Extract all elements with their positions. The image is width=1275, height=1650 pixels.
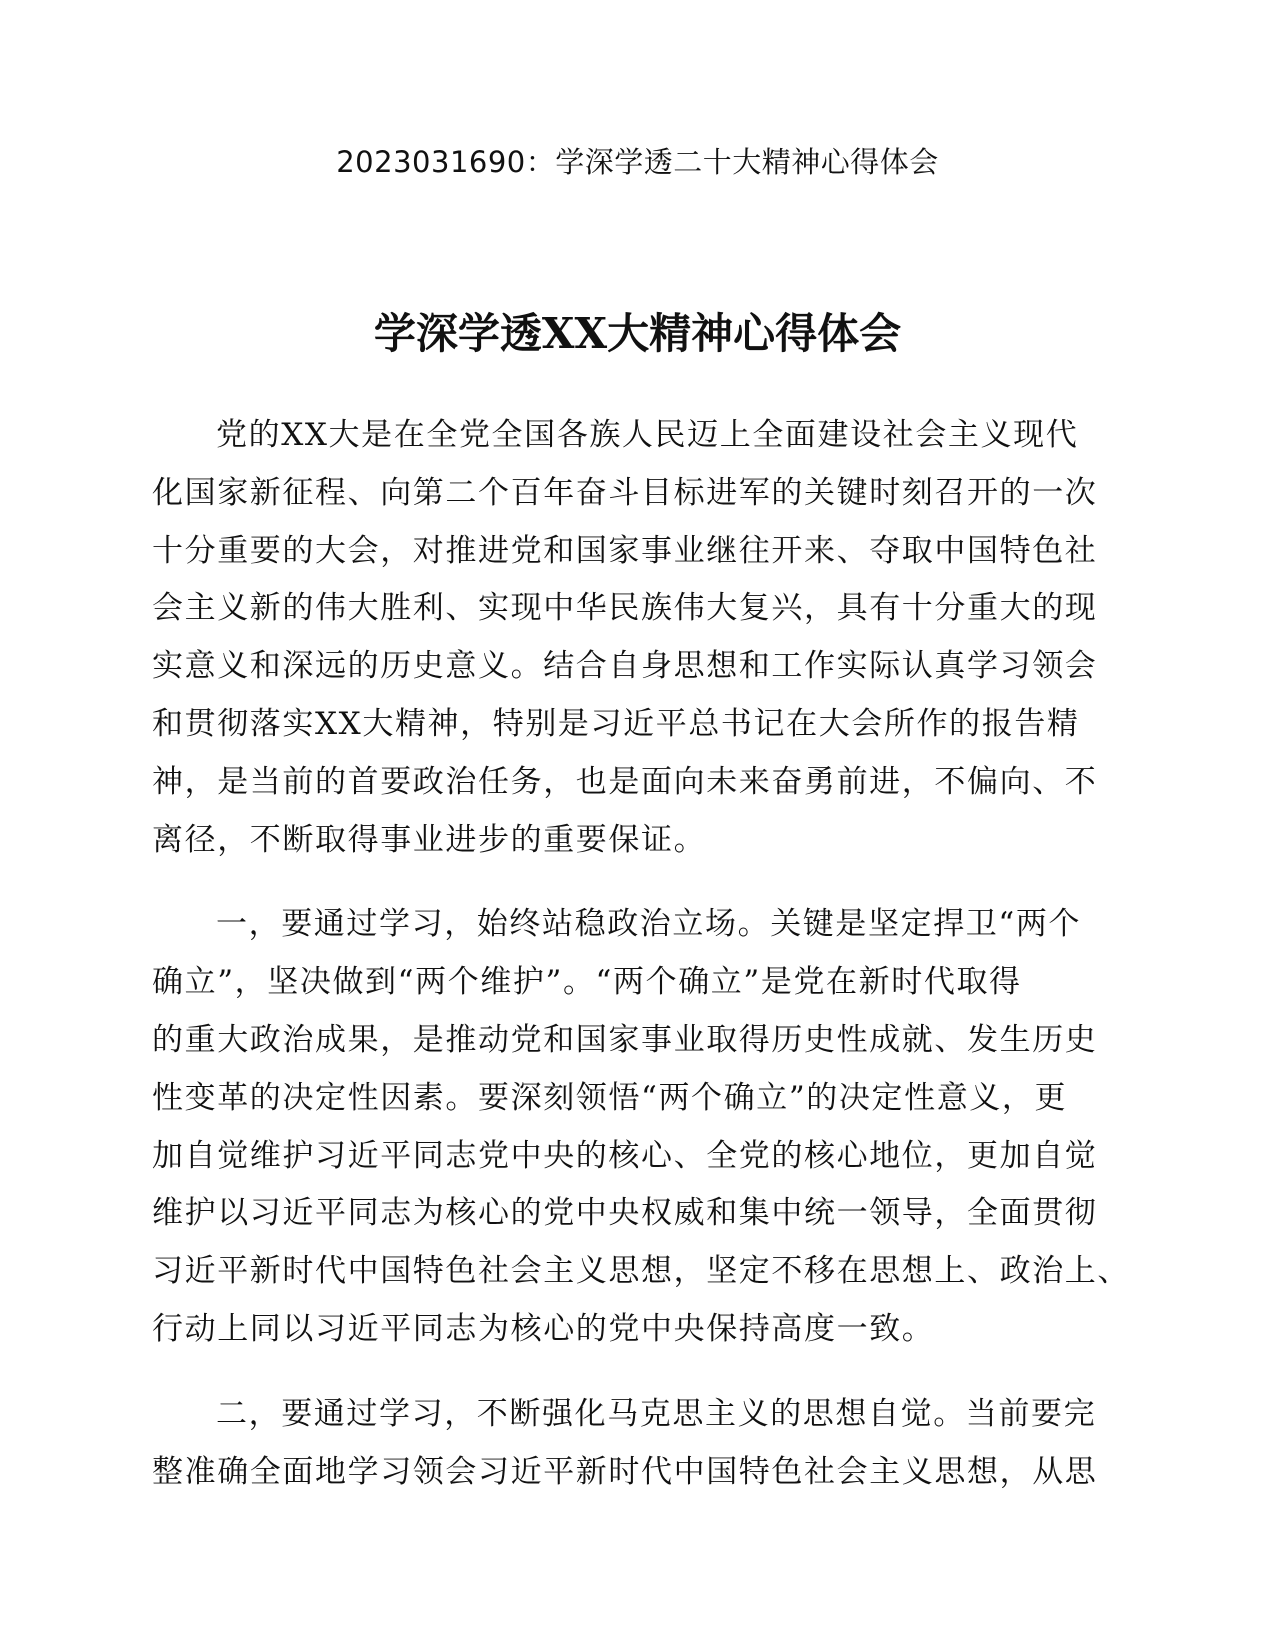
- paragraph-line: 会主义新的伟大胜利、实现中华民族伟大复兴，具有十分重大的现: [152, 590, 1098, 627]
- paragraph-line: 离径，不断取得事业进步的重要保证。: [152, 821, 707, 858]
- paragraph-intro: [152, 407, 1132, 869]
- paragraph-line: 行动上同以习近平同志为核心的党中央保持高度一致。: [152, 1310, 935, 1347]
- paragraph-line: 维护以习近平同志为核心的党中央权威和集中统一领导，全面贯彻: [152, 1195, 1098, 1232]
- paragraph-point-two: [152, 1386, 1132, 1502]
- paragraph-line: 习近平新时代中国特色社会主义思想，坚定不移在思想上、政治上、: [152, 1253, 1130, 1290]
- paragraph-point-one: [152, 896, 1132, 1358]
- paragraph-line: 整准确全面地学习领会习近平新时代中国特色社会主义思想，从思: [152, 1453, 1098, 1490]
- paragraph-line: 加自觉维护习近平同志党中央的核心、全党的核心地位，更加自觉: [152, 1137, 1098, 1174]
- paragraph-line: 确立”，坚决做到“两个维护”。“两个确立”是党在新时代取得: [152, 964, 1022, 1001]
- paragraph-line: 十分重要的大会，对推进党和国家事业继往开来、夺取中国特色社: [152, 532, 1098, 569]
- paragraph-line: 性变革的决定性因素。要深刻领悟“两个确立”的决定性意义，更: [152, 1079, 1068, 1116]
- paragraph-line: 实意义和深远的历史意义。结合自身思想和工作实际认真学习领会: [152, 648, 1098, 685]
- document-body: [152, 407, 1132, 1528]
- document-header: 2023031690：学深学透二十大精神心得体会: [336, 145, 939, 179]
- paragraph-line: 化国家新征程、向第二个百年奋斗目标进军的关键时刻召开的一次: [152, 474, 1098, 511]
- paragraph-line: 的重大政治成果，是推动党和国家事业取得历史性成就、发生历史: [152, 1021, 1098, 1058]
- paragraph-line: 一，要通过学习，始终站稳政治立场。关键是坚定捍卫“两个: [216, 906, 1082, 943]
- paragraph-line: 二，要通过学习，不断强化马克思主义的思想自觉。当前要完: [216, 1395, 1097, 1432]
- document-title: 学深学透XX大精神心得体会: [373, 309, 902, 358]
- paragraph-line: 神，是当前的首要政治任务，也是面向未来奋勇前进，不偏向、不: [152, 763, 1098, 800]
- paragraph-line: 和贯彻落实XX大精神，特别是习近平总书记在大会所作的报告精: [152, 705, 1080, 742]
- paragraph-line: 党的XX大是在全党全国各族人民迈上全面建设社会主义现代: [216, 417, 1079, 453]
